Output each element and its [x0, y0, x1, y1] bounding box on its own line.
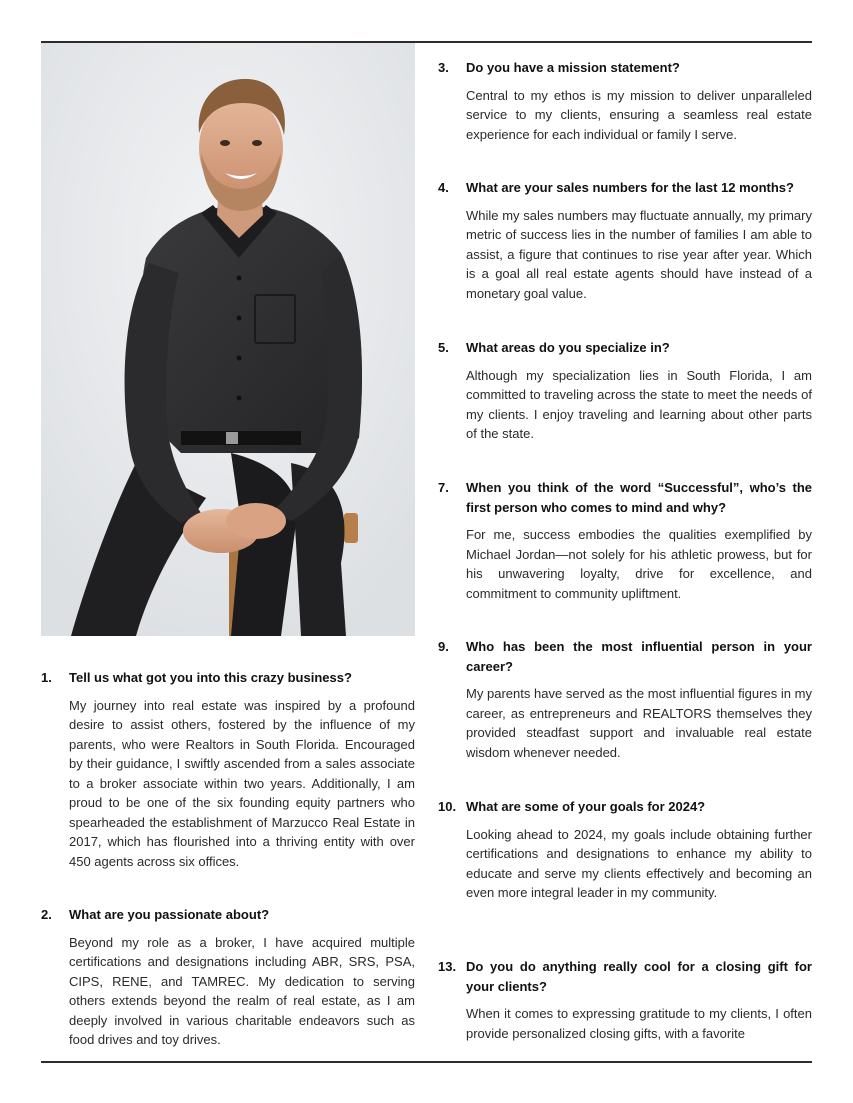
- question-text: Do you have a mission statement?: [466, 60, 680, 75]
- answer-13: When it comes to expressing gratitude to my clients, I often provide personalized closing gifts, with a favorite: [466, 1006, 812, 1041]
- qa-item-13: [438, 957, 812, 1043]
- answer-9: My parents have served as the most influential figures in my career, as entrepreneurs and REALTORS themselves they provided steadfast support and invaluable real estate wisdom whenever needed.: [466, 686, 812, 760]
- question-text: When you think of the word “Successful”, who’s the first person who comes to mind and why?: [466, 480, 812, 515]
- question-number: 9.: [438, 639, 449, 654]
- qa-item-1: [41, 668, 415, 871]
- qa-item-4: [438, 178, 812, 303]
- question-number: 10.: [438, 799, 457, 814]
- question-text: What are you passionate about?: [69, 907, 270, 922]
- question-number: 13.: [438, 959, 457, 974]
- question-number: 3.: [438, 60, 449, 75]
- qa-item-7: [438, 478, 812, 603]
- question-text: What are your sales numbers for the last 12 months?: [466, 180, 794, 195]
- bottom-rule: [41, 1061, 812, 1063]
- qa-item-9: [438, 637, 812, 762]
- question-text: What are some of your goals for 2024?: [466, 799, 706, 814]
- answer-10: Looking ahead to 2024, my goals include obtaining further certifications and designations to enhance my ability to educate and serve my clients effectively and becoming an even more integral leader in my community.: [466, 826, 812, 900]
- question-text: Tell us what got you into this crazy business?: [69, 670, 352, 685]
- qa-item-3: [438, 58, 812, 144]
- question-text: Do you do anything really cool for a closing gift for your clients?: [466, 959, 812, 994]
- question-3: [438, 58, 812, 78]
- answer-1: My journey into real estate was inspired by a profound desire to assist others, fostered by the influence of my parents, who were Realtors in South Florida. Encouraged by their guidance, I swiftly ascended from a sales associate to a broker associate within two years. Additionally, I am proud to be one of the six founding equity partners who spearheaded the establishment of Marzucco Real Estate in 2017, which has flourished into a thriving entity with over 450 agents across six offices.: [69, 697, 415, 869]
- question-9: [438, 637, 812, 676]
- answer-5: Although my specialization lies in South Florida, I am committed to traveling across the state to meet the needs of my clients. I enjoy traveling and learning about other parts of the state.: [466, 367, 812, 441]
- qa-item-2: [41, 905, 415, 1050]
- question-10: [438, 797, 812, 817]
- answer-4: While my sales numbers may fluctuate annually, my primary metric of success lies in the number of families I am able to assist, a figure that continues to rise year after year. Which is a goal all real estate agents should have instead of a monetary goal value.: [466, 207, 812, 301]
- question-13: [438, 957, 812, 996]
- qa-item-5: [438, 338, 812, 444]
- answer-3: Central to my ethos is my mission to deliver unparalleled service to my clients, ensuring a seamless real estate experience for each individual or family I serve.: [466, 87, 812, 142]
- question-text: What areas do you specialize in?: [466, 340, 670, 355]
- portrait-photo: [41, 43, 415, 636]
- question-1: [41, 668, 415, 688]
- question-number: 2.: [41, 907, 52, 922]
- answer-7: For me, success embodies the qualities exemplified by Michael Jordan—not solely for his athletic prowess, but for his unwavering loyalty, drive for excellence, and commitment to community upliftment.: [466, 527, 812, 601]
- qa-item-10: [438, 797, 812, 903]
- question-text: Who has been the most influential person in your career?: [466, 639, 812, 674]
- question-4: [438, 178, 812, 198]
- question-2: [41, 905, 415, 925]
- question-number: 7.: [438, 480, 449, 495]
- question-5: [438, 338, 812, 358]
- answer-2: Beyond my role as a broker, I have acquired multiple certifications and designations including ABR, SRS, PSA, CIPS, RENE, and TAMREC. My dedication to serving others extends beyond the realm of real estate, as I am deeply involved in various charitable endeavors such as food drives and toy drives.: [69, 934, 415, 1047]
- question-7: [438, 478, 812, 517]
- question-number: 5.: [438, 340, 449, 355]
- question-number: 1.: [41, 670, 52, 685]
- question-number: 4.: [438, 180, 449, 195]
